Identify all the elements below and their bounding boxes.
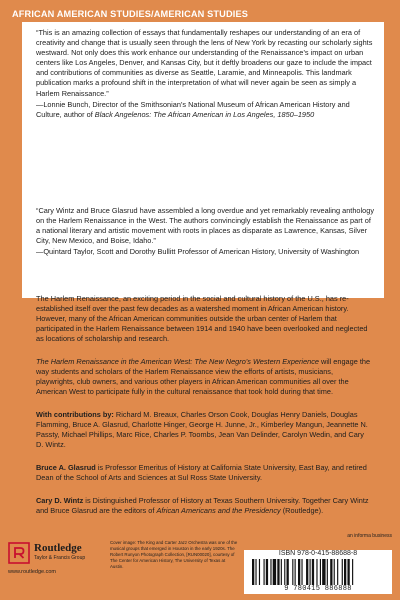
barcode-bar (292, 559, 293, 585)
barcode-bar (270, 559, 271, 585)
editor-bio-wintz-text (36, 496, 372, 516)
barcode-bar (259, 559, 260, 585)
editor-bio-glasrud-body: is Professor Emeritus of History at California State University, East Bay, and retired Dean of the School of Arts and Sciences at Sul Ross State University. (36, 463, 367, 483)
barcode-bar (273, 559, 276, 585)
contributors-list: Richard M. Breaux, Charles Orson Cook, Douglas Henry Daniels, Douglas Flamming, Bruce A. Glasrud, Charlotte Hinger, George H. Junne, Jr., Kimberley Mangun, Jeannette N. Passty, Michael Phillips, Marc Rice, Charles P. Toombs, Jean Van Delinder, Carolyn Wedin, and Cary D. Wintz. (36, 410, 368, 450)
publisher-url: www.routledge.com (8, 569, 56, 575)
barcode-bar (306, 559, 308, 585)
editor-bio-wintz-body: is Distinguished Professor of History at Texas Southern University. Together Cary Wintz and Bruce Glasrud are the editors of (36, 496, 369, 516)
barcode-bar (316, 559, 317, 585)
barcode-bar (295, 559, 296, 585)
barcode-bar (337, 559, 338, 585)
publisher-name: Routledge (34, 542, 82, 554)
editor-name-wintz: Cary D. Wintz (36, 496, 84, 505)
barcode-block (244, 550, 392, 594)
editor-bio-wintz (36, 496, 372, 516)
barcode-bar (301, 559, 302, 585)
barcode-bar (252, 559, 254, 585)
barcode-bar (320, 559, 321, 585)
business-tag: an informa business (347, 533, 392, 539)
editor-bio-glasrud-text (36, 463, 372, 483)
book-title: The Harlem Renaissance in the American West: The New Negro’s Western Experience (36, 357, 319, 366)
contributors-paragraph (36, 410, 372, 450)
barcode-bar (352, 559, 353, 585)
quote-1-text: “This is an amazing collection of essays that fundamentally reshapes our understanding of an era of creativity and change that is usually seen through the lens of New York by recasting our scholarly sights westward. Not only does this work enhance our understanding of the Renaissance’s impact on urban centers like Los Angeles, Denver, and Kansas City, but it deftly broadens our gaze to include the impact and contributions of communities as diverse as Seattle, Laramie, and Minneapolis. This landmark publication marks a profound shift in the interpretation of what will never again be seen as simply a Harlem Renaissance.” (36, 28, 373, 98)
publisher-logo (8, 540, 98, 580)
barcode-bar (281, 559, 282, 585)
barcode-bar (322, 559, 325, 585)
isbn-label: ISBN 978-0-415-88688-8 (244, 550, 392, 558)
barcode-bar (342, 559, 343, 585)
barcode-bar (284, 559, 285, 585)
description-paragraph-1-text: The Harlem Renaissance, an exciting period in the social and cultural history of the U.S., has re-established itself over the past few decades as a watershed moment in African American history. However, many of the African American communities outside the urban center of Harlem that participated in the Harlem Renaissance between 1914 and 1940 have been overlooked and neglected as locations of scholarship and research. (36, 294, 368, 344)
quote-box-2 (22, 200, 384, 298)
description-paragraph-2-text (36, 357, 372, 397)
description-paragraph-2 (36, 357, 372, 397)
barcode-bar (327, 559, 328, 585)
barcode-bar (298, 559, 300, 585)
barcode-bar (344, 559, 346, 585)
barcode-number: 9 780415 886888 (244, 585, 392, 594)
quote-1-attribution-title: Black Angelenos: The African American in Los Angeles, 1850–1950 (94, 109, 315, 119)
category-label: AFRICAN AMERICAN STUDIES/AMERICAN STUDIES (12, 9, 249, 19)
barcode-bar (312, 559, 314, 585)
barcode-bar (255, 559, 256, 585)
editor-bio-wintz-end: (Routledge). (280, 506, 324, 516)
description-paragraph-2-body: will engage the way students and scholars of the Harlem Renaissance view the efforts of artists, musicians, playwrights, club owners, and various other players in African American communities all over the American West to participate fully in the cultural renaissance that took hold during that time. (36, 357, 371, 397)
barcode-bar (334, 559, 335, 585)
barcode-bar (310, 559, 311, 585)
editor-name-glasrud: Bruce A. Glasrud (36, 463, 96, 472)
editor-bio-glasrud (36, 463, 372, 483)
editor-book-title: African Americans and the Presidency (156, 506, 281, 516)
quote-box-1 (22, 22, 384, 205)
contributors-label: With contributions by: (36, 410, 114, 419)
quote-1-attribution-prefix: —Lonnie Bunch, Director of the Smithsonian’s National Museum of African American History and Culture, author of (36, 99, 350, 119)
quote-2-attribution: —Quintard Taylor, Scott and Dorothy Bullitt Professor of American History, University of Washington (36, 247, 360, 257)
quote-1-attribution (22, 100, 384, 120)
barcode-bar (266, 559, 268, 585)
barcode-bar (277, 559, 279, 585)
barcode-bar (347, 559, 349, 585)
barcode-bar (287, 559, 289, 585)
barcode-bar (330, 559, 332, 585)
description-paragraph-1 (36, 294, 372, 344)
quote-2-text: “Cary Wintz and Bruce Glasrud have assembled a long overdue and yet remarkably revealing anthology on the Harlem Renaissance in the West. The authors convincingly establish the Renaissance as part of a national literary and artistic movement with roots in places as disparate as Lawrence, Kansas, Silver City, New Mexico, and Boise, Idaho.” (36, 206, 374, 246)
routledge-logo-icon (8, 542, 30, 564)
contributors-text (36, 410, 372, 450)
publisher-group: Taylor & Francis Group (34, 555, 86, 561)
barcode-bars (244, 558, 392, 586)
cover-image-credit: Cover image: The King and Carter Jazz Orchestra was one of the musical groups that emerged in Houston in the early 1920s. The Robert Runyon Photograph Collection, [RUN00020], courtesy of The Center for American History, The University of Texas at Austin. (110, 540, 238, 569)
barcode-bar (264, 559, 265, 585)
